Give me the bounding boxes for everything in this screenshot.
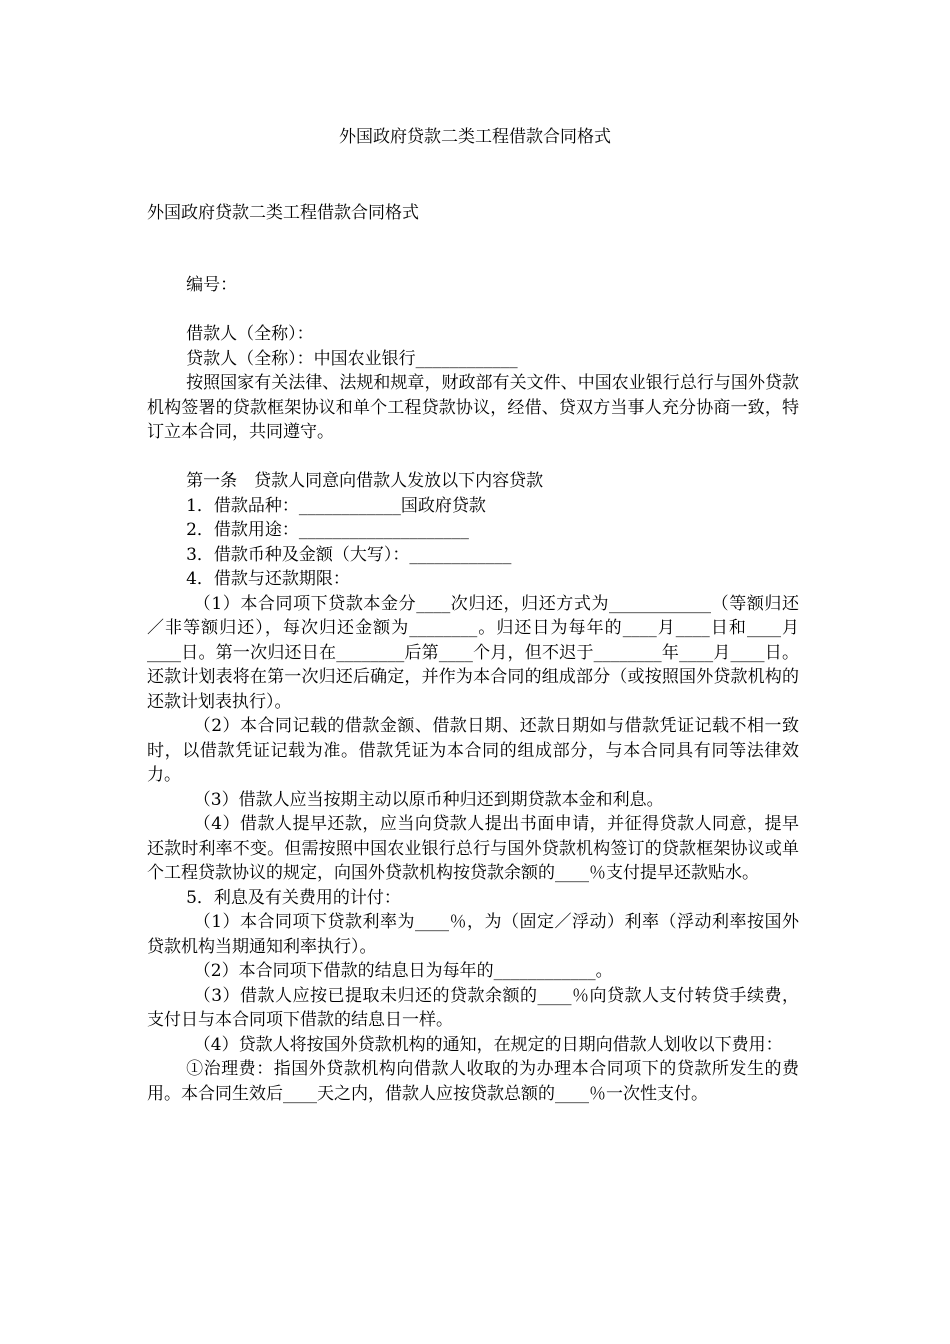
clause-4-3: （3）借款人应当按期主动以原币种归还到期贷款本金和利息。 bbox=[193, 789, 664, 810]
contract-number-label: 编号： bbox=[186, 275, 238, 295]
clause-4-1: （1）本合同项下贷款本金分____次归还，归还方式为____________（等额归还／非等额归还），每次归还金额为________。归还日为每年的____月____日和____月____日。第一次归还日在________后第____个月，但不迟于________年____月____日。还款计划表将在第一次归还后确定，并作为本合同的组成部分（或按照国外贷款机构的还款计划表执行）。 bbox=[147, 593, 799, 712]
item-loan-purpose: 2．借款用途：____________________ bbox=[186, 520, 469, 540]
clause-4-4: （4）借款人提早还款，应当向贷款人提出书面申请，并征得贷款人同意，提早还款时利率不变。但需按照中国农业银行总行与国外贷款机构签订的贷款框架协议或单个工程贷款协议的规定，向国外贷款机构按贷款余额的____％支付提早还款贴水。 bbox=[147, 814, 799, 883]
blank-line bbox=[147, 298, 799, 323]
clause-5-1: （1）本合同项下贷款利率为____％，为（固定／浮动）利率（浮动利率按国外贷款机构当期通知利率执行）。 bbox=[147, 912, 799, 957]
clause-4-2: （2）本合同记载的借款金额、借款日期、还款日期如与借款凭证记载不相一致时，以借款凭证记载为准。借款凭证为本合同的组成部分，与本合同具有同等法律效力。 bbox=[147, 716, 799, 785]
document-subtitle: 外国政府贷款二类工程借款合同格式 bbox=[147, 203, 419, 223]
clause-5-3: （3）借款人应按已提取未归还的贷款余额的____％向贷款人支付转贷手续费，支付日与本合同项下借款的结息日一样。 bbox=[147, 985, 799, 1030]
preamble-paragraph: 按照国家有关法律、法规和规章，财政部有关文件、中国农业银行总行与国外贷款机构签署的贷款框架协议和单个工程贷款协议，经借、贷双方当事人充分协商一致，特订立本合同，共同遵守。 bbox=[147, 373, 799, 442]
article-1-heading: 第一条 贷款人同意向借款人发放以下内容贷款 bbox=[186, 471, 544, 491]
lender-line: 贷款人（全称）：中国农业银行____________ bbox=[186, 348, 518, 369]
clause-5-2: （2）本合同项下借款的结息日为每年的____________。 bbox=[193, 961, 613, 981]
item-loan-term: 4．借款与还款期限： bbox=[186, 569, 350, 589]
document-title: 外国政府贷款二类工程借款合同格式 bbox=[339, 127, 611, 147]
borrower-line: 借款人（全称）： bbox=[186, 324, 314, 344]
blank-line bbox=[147, 445, 799, 470]
clause-5-4: （4）贷款人将按国外贷款机构的通知，在规定的日期向借款人划收以下费用： bbox=[193, 1034, 783, 1055]
item-currency-amount: 3．借款币种及金额（大写）：____________ bbox=[186, 544, 512, 565]
clause-5-4-management-fee: ①治理费：指国外贷款机构向借款人收取的为办理本合同项下的贷款所发生的费用。本合同生效后____天之内，借款人应按贷款总额的____％一次性支付。 bbox=[147, 1059, 799, 1104]
item-loan-type: 1．借款品种：____________国政府贷款 bbox=[186, 495, 486, 516]
item-interest-fees: 5．利息及有关费用的计付： bbox=[186, 887, 401, 908]
contract-body bbox=[147, 273, 799, 1106]
